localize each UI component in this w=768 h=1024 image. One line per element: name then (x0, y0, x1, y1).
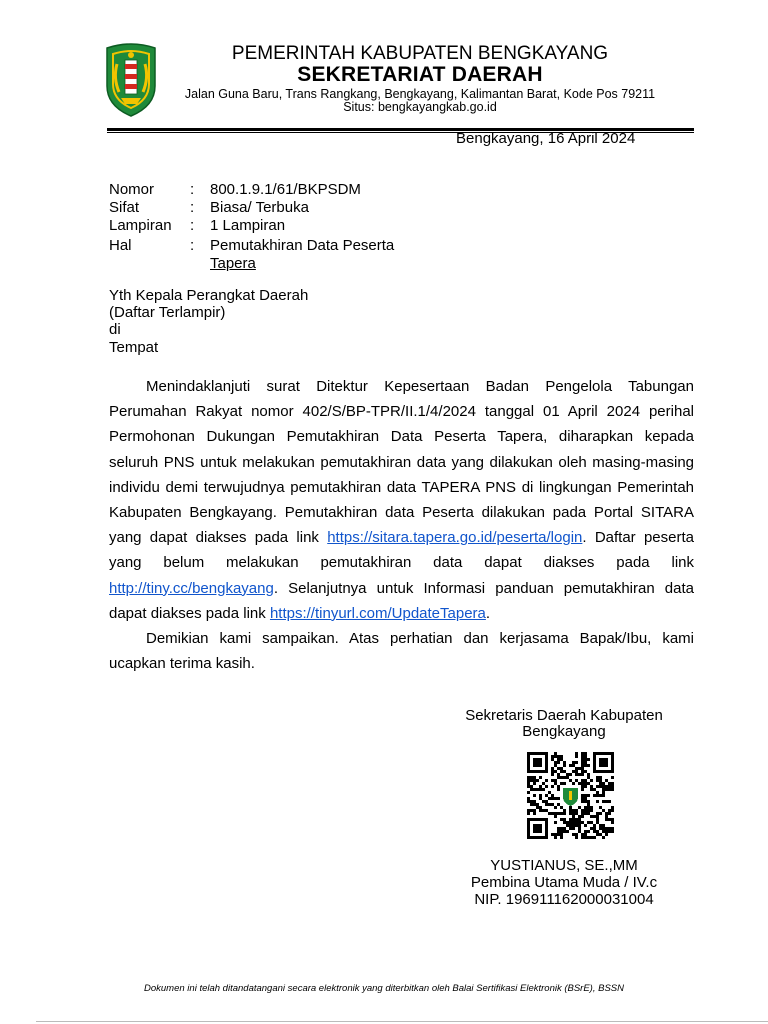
regency-emblem-logo (103, 42, 159, 118)
meta-hal (109, 237, 394, 254)
participant-list-link[interactable]: http://tiny.cc/bengkayang (109, 579, 274, 597)
update-guide-link[interactable]: https://tinyurl.com/UpdateTapera (269, 604, 486, 622)
meta-separator: : (190, 237, 195, 254)
addressee-line: di (109, 321, 121, 338)
meta-separator: : (190, 217, 195, 234)
meta-label: Lampiran (109, 217, 172, 234)
office-name: SEKRETARIAT DAERAH (297, 63, 543, 86)
signatory-title: Sekretaris Daerah Kabupaten (465, 707, 663, 724)
meta-label: Nomor (109, 181, 155, 198)
signature-qr-code (527, 752, 614, 839)
meta-label: Hal (109, 237, 132, 254)
body-text-segment: . (485, 604, 491, 622)
body-text-segment: . Daftar peserta yang belum melakukan pemutakhiran data dapat diakses pada link (109, 529, 694, 572)
meta-value: Pemutakhiran Data Peserta (210, 237, 395, 254)
addressee-line: Yth Kepala Perangkat Daerah (109, 287, 309, 304)
body-paragraph (109, 374, 694, 626)
office-address: Jalan Guna Baru, Trans Rangkang, Bengkayang, Kalimantan Barat, Kode Pos 79211 (184, 87, 656, 101)
signatory-nip: NIP. 196911162000031004 (474, 891, 654, 908)
meta-sifat (109, 199, 309, 216)
closing-paragraph: Demikian kami sampaikan. Atas perhatian dan kerjasama Bapak/Ibu, kami ucapkan terima kasih. (109, 630, 694, 673)
meta-value: 800.1.9.1/61/BKPSDM (210, 181, 361, 198)
e-signature-footer-note: Dokumen ini telah ditandatangani secara elektronik yang diterbitkan oleh Balai Sertifikasi Elektronik (BSrE), BSSN (144, 983, 624, 994)
meta-value: Biasa/ Terbuka (210, 199, 309, 216)
letter-date: Bengkayang, 16 April 2024 (456, 130, 636, 147)
addressee-line: Tempat (109, 339, 159, 356)
meta-separator: : (190, 181, 195, 198)
meta-separator: : (190, 199, 195, 216)
signatory-rank: Pembina Utama Muda / IV.c (470, 874, 658, 891)
signatory-name: YUSTIANUS, SE.,MM (490, 857, 638, 874)
government-name: PEMERINTAH KABUPATEN BENGKAYANG (231, 43, 609, 64)
office-website: Situs: bengkayangkab.go.id (343, 100, 497, 114)
letter-body (109, 374, 694, 676)
meta-nomor (109, 181, 361, 198)
body-text-segment: . Selanjutnya untuk Informasi panduan pemutakhiran data dapat diakses pada link (109, 579, 694, 622)
addressee-line: (Daftar Terlampir) (109, 304, 226, 321)
meta-hal-continuation: Tapera (210, 255, 256, 272)
meta-label: Sifat (109, 199, 140, 216)
meta-value: 1 Lampiran (210, 217, 286, 234)
body-text-segment: Menindaklanjuti surat Ditektur Kepesertaan Badan Pengelola Tabungan Perumahan Rakyat nomor 402/S/BP-TPR/II.1/4/2024 tanggal 01 April 2024 perihal Permohonan Dukungan Pemutakhiran Data Peserta Tapera, diharapkan kepada seluruh PNS untuk melakukan pemutakhiran data yang dilakukan oleh masing-masing individu demi terwujudnya pemutakhiran data TAPERA PNS di lingkungan Pemerintah Kabupaten Bengkayang. Pemutakhiran data Peserta dilakukan pada Portal SITARA yang dapat diakses pada link (109, 378, 694, 547)
page-edge-line (36, 1021, 768, 1022)
signatory-title-cont: Bengkayang (522, 723, 606, 740)
meta-lampiran (109, 217, 285, 234)
sitara-login-link[interactable]: https://sitara.tapera.go.id/peserta/login (327, 529, 583, 547)
